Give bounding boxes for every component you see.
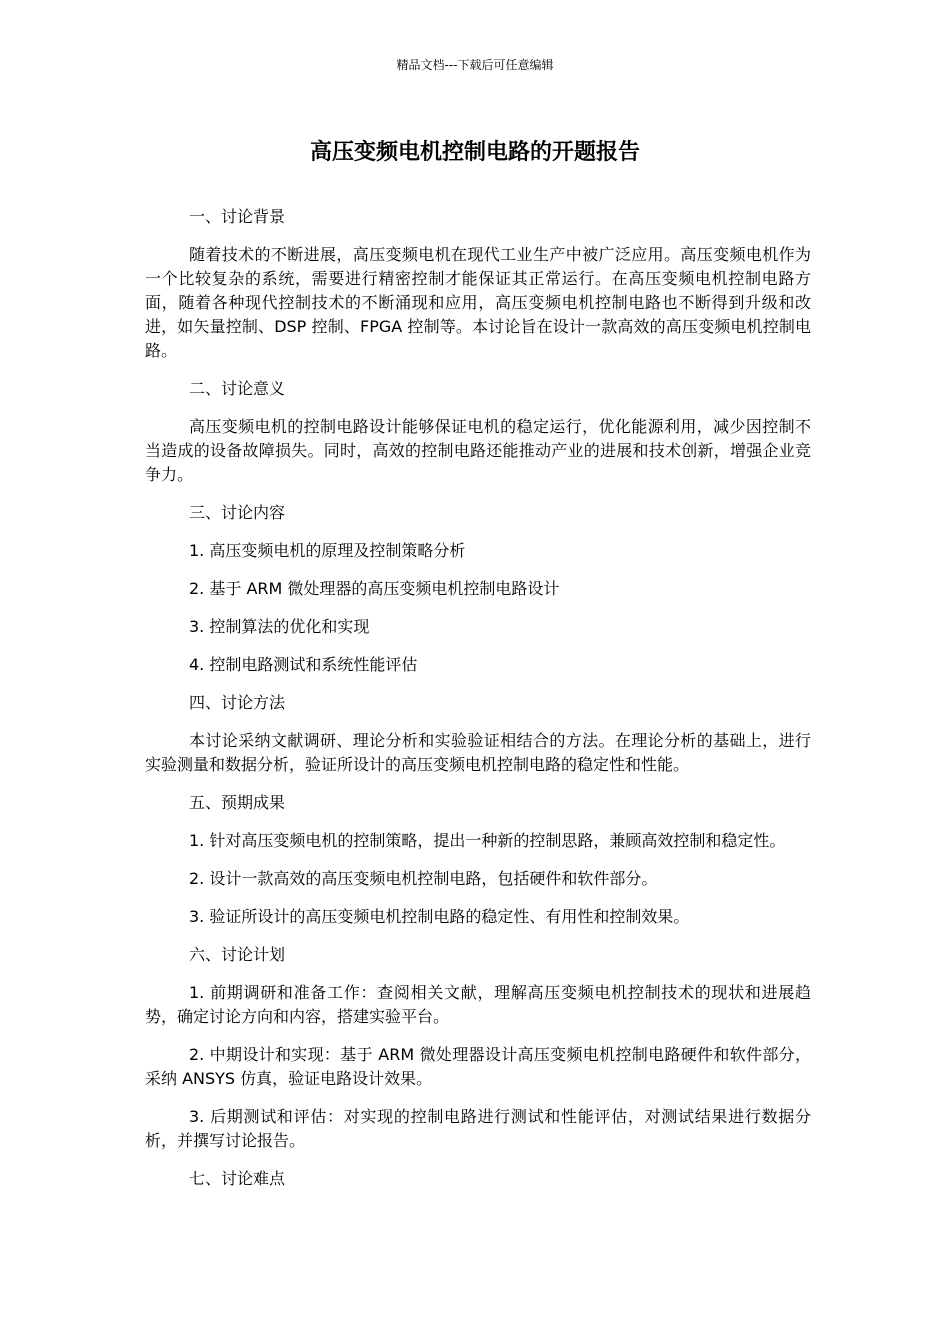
- list-item-plan-1: 1. 前期调研和准备工作：查阅相关文献，理解高压变频电机控制技术的现状和进展趋势，确定讨论方向和内容，搭建实验平台。: [145, 983, 811, 1026]
- paragraph-background: 随着技术的不断进展，高压变频电机在现代工业生产中被广泛应用。高压变频电机作为一个比较复杂的系统，需要进行精密控制才能保证其正常运行。在高压变频电机控制电路方面，随着各种现代控制技术的不断涌现和应用，高压变频电机控制电路也不断得到升级和改进，如矢量控制、DSP 控制、FPGA 控制等。本讨论旨在设计一款高效的高压变频电机控制电路。: [145, 245, 811, 360]
- list-item-content-4: 4. 控制电路测试和系统性能评估: [189, 655, 418, 674]
- section-heading-method: 四、讨论方法: [189, 693, 286, 712]
- header-note: 精品文档---下载后可任意编辑: [396, 58, 554, 72]
- section-heading-content: 三、讨论内容: [189, 503, 286, 522]
- list-item-plan-2: 2. 中期设计和实现：基于 ARM 微处理器设计高压变频电机控制电路硬件和软件部分，采纳 ANSYS 仿真，验证电路设计效果。: [145, 1045, 811, 1088]
- list-item-content-1: 1. 高压变频电机的原理及控制策略分析: [189, 541, 466, 560]
- section-heading-plan: 六、讨论计划: [189, 945, 286, 964]
- list-item-content-2: 2. 基于 ARM 微处理器的高压变频电机控制电路设计: [189, 579, 560, 598]
- list-item-content-3: 3. 控制算法的优化和实现: [189, 617, 370, 636]
- document-body: [145, 205, 811, 1205]
- paragraph-method: 本讨论采纳文献调研、理论分析和实验验证相结合的方法。在理论分析的基础上，进行实验测量和数据分析，验证所设计的高压变频电机控制电路的稳定性和性能。: [145, 731, 811, 774]
- section-heading-difficulties: 七、讨论难点: [189, 1169, 286, 1188]
- document-title: 高压变频电机控制电路的开题报告: [309, 140, 640, 165]
- paragraph-significance: 高压变频电机的控制电路设计能够保证电机的稳定运行，优化能源利用，减少因控制不当造成的设备故障损失。同时，高效的控制电路还能推动产业的进展和技术创新，增强企业竞争力。: [145, 417, 811, 484]
- section-heading-expected-results: 五、预期成果: [189, 793, 286, 812]
- list-item-result-3: 3. 验证所设计的高压变频电机控制电路的稳定性、有用性和控制效果。: [189, 907, 690, 926]
- section-heading-significance: 二、讨论意义: [189, 379, 286, 398]
- list-item-result-2: 2. 设计一款高效的高压变频电机控制电路，包括硬件和软件部分。: [189, 869, 658, 888]
- list-item-result-1: 1. 针对高压变频电机的控制策略，提出一种新的控制思路，兼顾高效控制和稳定性。: [189, 831, 786, 850]
- list-item-plan-3: 3. 后期测试和评估：对实现的控制电路进行测试和性能评估，对测试结果进行数据分析，并撰写讨论报告。: [145, 1107, 811, 1150]
- section-heading-background: 一、讨论背景: [189, 207, 286, 226]
